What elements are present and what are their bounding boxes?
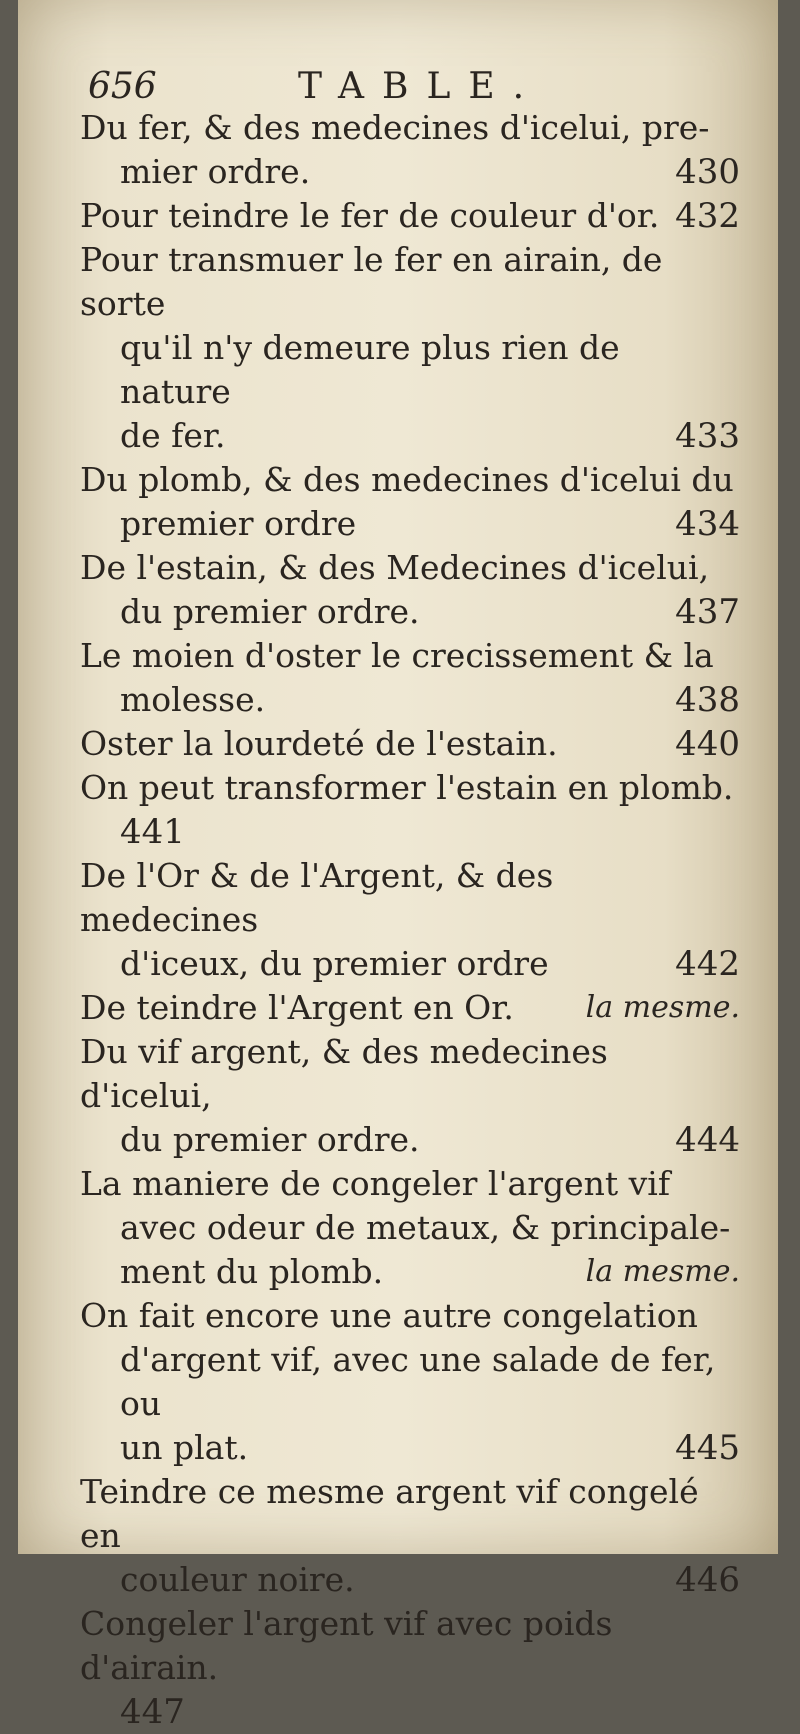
- entry-line: d'argent vif, avec une salade de fer, ou: [120, 1340, 716, 1423]
- toc-entry: [80, 1602, 740, 1734]
- toc-entry: [80, 546, 740, 634]
- toc-entry: [80, 1030, 740, 1162]
- page-reference: 438: [675, 680, 740, 720]
- toc-entry: [80, 1470, 740, 1602]
- entry-line: Du plomb, & des medecines d'icelui du: [80, 460, 734, 499]
- toc-entry: [80, 986, 740, 1030]
- entry-line: couleur noire.: [120, 1560, 355, 1599]
- page-reference: 433: [675, 416, 740, 456]
- toc-entry: [80, 1162, 740, 1294]
- toc-entry: [80, 854, 740, 986]
- toc-entry: [80, 194, 740, 238]
- page-reference: 442: [675, 944, 740, 984]
- entry-line: Pour teindre le fer de couleur d'or.: [80, 196, 660, 235]
- page-reference: 430: [675, 152, 740, 192]
- entry-line: qu'il n'y demeure plus rien de nature: [120, 328, 620, 411]
- page-reference: la mesme.: [585, 990, 740, 1025]
- page-number: 656: [88, 66, 157, 107]
- toc-entry: [80, 1294, 740, 1470]
- entry-line: du premier ordre.: [120, 592, 420, 631]
- running-title: TABLE.: [298, 66, 543, 107]
- entry-line: On peut transformer l'estain en plomb.: [80, 768, 734, 807]
- entry-line: avec odeur de metaux, & principale-: [120, 1208, 731, 1247]
- entry-line: On fait encore une autre congelation: [80, 1296, 698, 1335]
- page-reference: la mesme.: [585, 1254, 740, 1289]
- toc-entry: [80, 458, 740, 546]
- book-page: [18, 0, 778, 1732]
- entry-line: Teindre ce mesme argent vif congelé en: [80, 1472, 699, 1555]
- page-reference: 444: [675, 1120, 740, 1160]
- table-of-contents: [80, 106, 740, 1734]
- entry-line: molesse.: [120, 680, 266, 719]
- page-reference: 432: [675, 196, 740, 236]
- entry-line: Du vif argent, & des medecines d'icelui,: [80, 1032, 608, 1115]
- entry-line: Oster la lourdeté de l'estain.: [80, 724, 558, 763]
- entry-line: De teindre l'Argent en Or.: [80, 988, 514, 1027]
- page-header: [88, 62, 648, 112]
- toc-entry: [80, 106, 740, 194]
- entry-line: De l'estain, & des Medecines d'icelui,: [80, 548, 710, 587]
- toc-entry: [80, 722, 740, 766]
- entry-line: La maniere de congeler l'argent vif: [80, 1164, 671, 1203]
- entry-line: ment du plomb.: [120, 1252, 384, 1291]
- page-reference: 440: [675, 724, 740, 764]
- entry-line: Congeler l'argent vif avec poids d'airain.: [80, 1604, 613, 1687]
- page-reference: 437: [675, 592, 740, 632]
- page-reference: 441: [120, 812, 185, 852]
- entry-line: Pour transmuer le fer en airain, de sorte: [80, 240, 663, 323]
- page-reference: 445: [675, 1428, 740, 1468]
- entry-line: Du fer, & des medecines d'icelui, pre-: [80, 108, 710, 147]
- entry-line: de fer.: [120, 416, 226, 455]
- entry-line: premier ordre: [120, 504, 357, 543]
- entry-line: un plat.: [120, 1428, 249, 1467]
- entry-line: d'iceux, du premier ordre: [120, 944, 549, 983]
- toc-entry: [80, 766, 740, 854]
- page-reference: 447: [120, 1692, 185, 1732]
- page-reference: 434: [675, 504, 740, 544]
- entry-line: du premier ordre.: [120, 1120, 420, 1159]
- entry-line: mier ordre.: [120, 152, 311, 191]
- toc-entry: [80, 238, 740, 458]
- entry-line: Le moien d'oster le crecissement & la: [80, 636, 714, 675]
- toc-entry: [80, 634, 740, 722]
- page-reference: 446: [675, 1560, 740, 1600]
- entry-line: De l'Or & de l'Argent, & des medecines: [80, 856, 554, 939]
